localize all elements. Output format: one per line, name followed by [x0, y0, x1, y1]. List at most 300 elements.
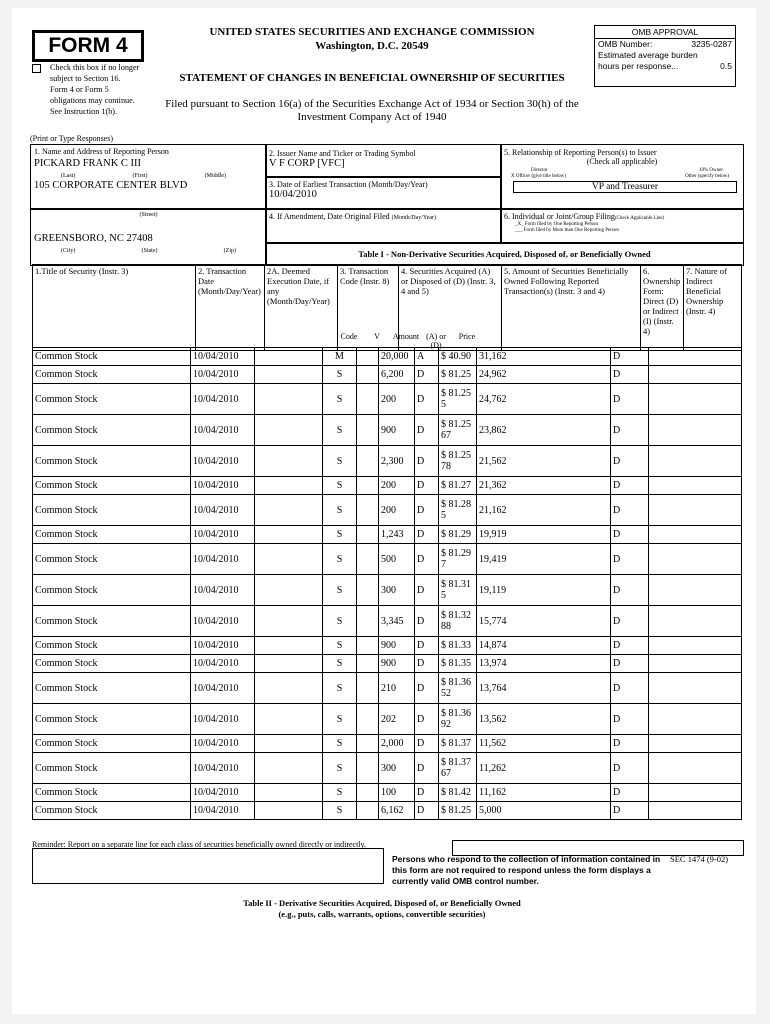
cell-title: Common Stock: [33, 446, 191, 477]
cell-price: $ 81.3652: [439, 673, 477, 704]
cell-ad: D: [415, 784, 439, 802]
cell-ad: D: [415, 637, 439, 655]
cell-nature: [649, 366, 742, 384]
cell-amount: 202: [379, 704, 415, 735]
cell-v: [357, 655, 379, 673]
agency-location: Washington, D.C. 20549: [315, 40, 429, 52]
cell-title: Common Stock: [33, 735, 191, 753]
cell-amount: 6,162: [379, 802, 415, 820]
cell-ad: D: [415, 673, 439, 704]
cell-title: Common Stock: [33, 415, 191, 446]
cell-v: [357, 704, 379, 735]
cell-price: $ 81.315: [439, 575, 477, 606]
table-row: [33, 526, 742, 544]
cell-code: S: [323, 575, 357, 606]
h-securities: 4. Securities Acquired (A) or Disposed of (D) (Instr. 3, 4 and 5): [399, 265, 502, 351]
cell-form: D: [611, 526, 649, 544]
cell-date: 10/04/2010: [191, 446, 255, 477]
cell-owned: 21,162: [477, 495, 611, 526]
sub-code-label: Code: [340, 332, 358, 341]
cell-form: D: [611, 735, 649, 753]
cell-ad: D: [415, 802, 439, 820]
cell-nature: [649, 415, 742, 446]
cell-title: Common Stock: [33, 526, 191, 544]
cell-owned: 21,562: [477, 446, 611, 477]
cell-price: $ 81.25: [439, 802, 477, 820]
earliest-date-box: [265, 176, 502, 210]
table-row: [33, 446, 742, 477]
officer-mark: X: [511, 174, 515, 179]
cell-form: D: [611, 606, 649, 637]
cell-nature: [649, 735, 742, 753]
agency-name: UNITED STATES SECURITIES AND EXCHANGE COMMISSION: [209, 26, 535, 38]
cell-price: $ 40.90: [439, 348, 477, 366]
cell-v: [357, 384, 379, 415]
cell-code: S: [323, 655, 357, 673]
cell-code: S: [323, 544, 357, 575]
table-row: [33, 477, 742, 495]
cell-deemed: [255, 384, 323, 415]
cell-date: 10/04/2010: [191, 753, 255, 784]
cell-ad: D: [415, 526, 439, 544]
cell-code: M: [323, 348, 357, 366]
table-row: [33, 673, 742, 704]
street-label: (Street): [139, 212, 158, 218]
table1: [32, 347, 742, 820]
cell-deemed: [255, 802, 323, 820]
cell-amount: 500: [379, 544, 415, 575]
table1-body: [33, 348, 742, 820]
cell-date: 10/04/2010: [191, 526, 255, 544]
cell-code: S: [323, 673, 357, 704]
cell-title: Common Stock: [33, 366, 191, 384]
cell-amount: 2,000: [379, 735, 415, 753]
cell-deemed: [255, 784, 323, 802]
cell-title: Common Stock: [33, 637, 191, 655]
cell-deemed: [255, 673, 323, 704]
first-label: (First): [132, 173, 148, 179]
cell-price: $ 81.42: [439, 784, 477, 802]
cell-date: 10/04/2010: [191, 544, 255, 575]
persons-respond: Persons who respond to the collection of information contained in this form are not required to respond unless the form displays a currently valid OMB control number.: [392, 854, 661, 886]
cell-deemed: [255, 477, 323, 495]
cell-title: Common Stock: [33, 575, 191, 606]
sec-number: SEC 1474 (9-02): [670, 854, 729, 864]
cell-title: Common Stock: [33, 384, 191, 415]
cell-v: [357, 348, 379, 366]
cell-deemed: [255, 735, 323, 753]
h-deemed: 2A. Deemed Execution Date, if any (Month/Day/Year): [265, 265, 338, 351]
cell-deemed: [255, 606, 323, 637]
cell-amount: 3,345: [379, 606, 415, 637]
amendment-sub: (Month/Day/Year): [391, 215, 437, 221]
cell-price: $ 81.3692: [439, 704, 477, 735]
cell-price: $ 81.285: [439, 495, 477, 526]
cell-form: D: [611, 673, 649, 704]
cell-v: [357, 784, 379, 802]
director-option: Director: [531, 168, 548, 173]
table-row: [33, 384, 742, 415]
cell-code: S: [323, 606, 357, 637]
cell-price: $ 81.255: [439, 384, 477, 415]
cell-price: $ 81.2567: [439, 415, 477, 446]
cell-code: S: [323, 477, 357, 495]
cell-amount: 20,000: [379, 348, 415, 366]
cell-v: [357, 366, 379, 384]
cell-ad: D: [415, 384, 439, 415]
cell-amount: 900: [379, 637, 415, 655]
cell-nature: [649, 446, 742, 477]
zip-label: (Zip): [223, 248, 236, 254]
cell-deemed: [255, 575, 323, 606]
cell-nature: [649, 544, 742, 575]
cell-deemed: [255, 544, 323, 575]
street-address: 105 CORPORATE CENTER BLVD: [34, 180, 188, 191]
table2-title: Table II - Derivative Securities Acquired, Disposed of, or Beneficially Owned: [243, 898, 521, 908]
cell-title: Common Stock: [33, 544, 191, 575]
cell-ad: D: [415, 575, 439, 606]
cell-date: 10/04/2010: [191, 415, 255, 446]
more-person-option: Form filed by More than One Reporting Person: [523, 228, 619, 233]
cell-v: [357, 526, 379, 544]
cell-form: D: [611, 704, 649, 735]
cell-owned: 14,874: [477, 637, 611, 655]
cell-amount: 210: [379, 673, 415, 704]
cell-date: 10/04/2010: [191, 575, 255, 606]
table-row: [33, 415, 742, 446]
cell-code: S: [323, 735, 357, 753]
cell-amount: 1,243: [379, 526, 415, 544]
cell-date: 10/04/2010: [191, 802, 255, 820]
cell-title: Common Stock: [33, 753, 191, 784]
omb-number-label: OMB Number:: [598, 39, 653, 49]
cell-form: D: [611, 348, 649, 366]
cell-amount: 200: [379, 477, 415, 495]
filing-label: 6. Individual or Joint/Group Filing: [504, 212, 615, 221]
table-row: [33, 784, 742, 802]
cell-amount: 100: [379, 784, 415, 802]
print-or-type: (Print or Type Responses): [30, 134, 114, 143]
cell-form: D: [611, 753, 649, 784]
check-all: (Check all applicable): [586, 157, 658, 166]
cell-code: S: [323, 415, 357, 446]
reporting-person-name: PICKARD FRANK C III: [34, 158, 142, 169]
cell-v: [357, 802, 379, 820]
last-label: (Last): [61, 173, 76, 179]
sub-amount-label: Amount: [392, 332, 420, 341]
cell-ad: D: [415, 477, 439, 495]
cell-deemed: [255, 655, 323, 673]
table2-subtitle: (e.g., puts, calls, warrants, options, convertible securities): [278, 909, 486, 919]
cell-nature: [649, 495, 742, 526]
table-row: [33, 575, 742, 606]
cell-title: Common Stock: [33, 655, 191, 673]
omb-approval-box: [594, 25, 736, 87]
cell-deemed: [255, 704, 323, 735]
cell-ad: D: [415, 655, 439, 673]
form-title: FORM 4: [32, 30, 144, 62]
cell-owned: 11,562: [477, 735, 611, 753]
cell-form: D: [611, 655, 649, 673]
cell-amount: 200: [379, 495, 415, 526]
cell-form: D: [611, 415, 649, 446]
table-row: [33, 704, 742, 735]
reminder-text: Reminder: Report on a separate line for each class of securities beneficially owned directly or indirectly.: [32, 840, 367, 849]
sub-ad-label: (A) or (D): [426, 332, 446, 350]
middle-label: (Middle): [204, 173, 226, 179]
cell-v: [357, 477, 379, 495]
cell-v: [357, 575, 379, 606]
table-row: [33, 802, 742, 820]
cell-v: [357, 637, 379, 655]
cell-date: 10/04/2010: [191, 673, 255, 704]
cell-owned: 13,562: [477, 704, 611, 735]
cell-ad: D: [415, 544, 439, 575]
cell-deemed: [255, 637, 323, 655]
cell-form: D: [611, 802, 649, 820]
sub-v-label: V: [374, 332, 380, 341]
omb-title: OMB APPROVAL: [595, 26, 735, 39]
cell-v: [357, 753, 379, 784]
cell-form: D: [611, 477, 649, 495]
cell-date: 10/04/2010: [191, 366, 255, 384]
cell-nature: [649, 673, 742, 704]
cell-nature: [649, 575, 742, 606]
cell-form: D: [611, 575, 649, 606]
cell-v: [357, 446, 379, 477]
cell-owned: 23,862: [477, 415, 611, 446]
h-nature: 7. Nature of Indirect Beneficial Ownership (Instr. 4): [684, 265, 742, 351]
cell-amount: 2,300: [379, 446, 415, 477]
one-person-option: Form filed by One Reporting Person: [524, 222, 599, 227]
cell-date: 10/04/2010: [191, 384, 255, 415]
cell-owned: 5,000: [477, 802, 611, 820]
cell-owned: 11,262: [477, 753, 611, 784]
cell-amount: 900: [379, 415, 415, 446]
cell-price: $ 81.3767: [439, 753, 477, 784]
cell-price: $ 81.29: [439, 526, 477, 544]
cell-price: $ 81.27: [439, 477, 477, 495]
cell-price: $ 81.35: [439, 655, 477, 673]
cell-owned: 31,162: [477, 348, 611, 366]
h-ownership-form: 6. Ownership Form: Direct (D) or Indirect (I) (Instr. 4): [641, 265, 684, 351]
cell-nature: [649, 477, 742, 495]
cell-deemed: [255, 415, 323, 446]
cell-code: S: [323, 802, 357, 820]
table-row: [33, 544, 742, 575]
h-date: 2. Transaction Date (Month/Day/Year): [196, 265, 265, 351]
earliest-date: 10/04/2010: [269, 189, 317, 200]
h-amount-owned: 5. Amount of Securities Beneficially Owned Following Reported Transaction(s) (Instr. 3 and 4): [502, 265, 641, 351]
cell-code: S: [323, 784, 357, 802]
cell-title: Common Stock: [33, 784, 191, 802]
cell-code: S: [323, 384, 357, 415]
filing-box: [500, 208, 744, 244]
issuer-label: 2. Issuer Name and Ticker or Trading Symbol: [269, 149, 416, 158]
cell-ad: D: [415, 366, 439, 384]
cell-ad: D: [415, 606, 439, 637]
cell-price: $ 81.33: [439, 637, 477, 655]
cell-ad: D: [415, 495, 439, 526]
cell-nature: [649, 526, 742, 544]
cell-nature: [649, 655, 742, 673]
cell-date: 10/04/2010: [191, 637, 255, 655]
cell-nature: [649, 606, 742, 637]
amendment-label: 4. If Amendment, Date Original Filed: [269, 212, 390, 221]
cell-ad: D: [415, 415, 439, 446]
sub-price-label: Price: [458, 332, 476, 341]
cell-code: S: [323, 446, 357, 477]
reminder-box-left: [32, 848, 384, 884]
cell-nature: [649, 348, 742, 366]
cell-deemed: [255, 753, 323, 784]
table-row: [33, 637, 742, 655]
cell-amount: 900: [379, 655, 415, 673]
cell-owned: 13,974: [477, 655, 611, 673]
filed-pursuant: Filed pursuant to Section 16(a) of the Securities Exchange Act of 1934 or Section 30(h) of the Investment Company Act of 1940: [165, 98, 579, 123]
cell-code: S: [323, 753, 357, 784]
cell-ad: D: [415, 704, 439, 735]
omb-number: 3235-0287: [691, 39, 732, 49]
cell-nature: [649, 704, 742, 735]
cell-code: S: [323, 366, 357, 384]
cell-date: 10/04/2010: [191, 495, 255, 526]
table-row: [33, 753, 742, 784]
h-title: 1.Title of Security (Instr. 3): [33, 265, 196, 351]
table1-title: Table I - Non-Derivative Securities Acquired, Disposed of, or Beneficially Owned: [265, 242, 744, 266]
cell-code: S: [323, 637, 357, 655]
cell-nature: [649, 802, 742, 820]
cell-title: Common Stock: [33, 704, 191, 735]
h-code: 3. Transaction Code (Instr. 8): [338, 265, 399, 351]
checkbox-label: Check this box if no longer subject to Section 16. Form 4 or Form 5 obligations may continue. See Instruction 1(b).: [50, 63, 140, 116]
address-box: [30, 208, 267, 266]
cell-owned: 15,774: [477, 606, 611, 637]
cell-title: Common Stock: [33, 477, 191, 495]
cell-deemed: [255, 348, 323, 366]
date-label: 3. Date of Earliest Transaction (Month/Day/Year): [269, 180, 428, 189]
cell-owned: 13,764: [477, 673, 611, 704]
cell-amount: 300: [379, 753, 415, 784]
table-row: [33, 348, 742, 366]
city-state-zip: GREENSBORO, NC 27408: [34, 233, 153, 244]
cell-nature: [649, 753, 742, 784]
ten-pct-option: 10% Owner: [698, 168, 723, 173]
issuer-box: [265, 144, 502, 178]
cell-price: $ 81.37: [439, 735, 477, 753]
cell-title: Common Stock: [33, 348, 191, 366]
name-label: 1. Name and Address of Reporting Person: [34, 147, 169, 156]
cell-deemed: [255, 446, 323, 477]
state-label: (State): [141, 248, 158, 254]
cell-v: [357, 415, 379, 446]
filing-check-line: (Check Applicable Line): [614, 216, 665, 221]
relationship-box: [500, 144, 744, 210]
cell-price: $ 81.3288: [439, 606, 477, 637]
officer-title: VP and Treasurer: [513, 181, 737, 193]
cell-title: Common Stock: [33, 606, 191, 637]
cell-form: D: [611, 384, 649, 415]
cell-form: D: [611, 544, 649, 575]
cell-v: [357, 606, 379, 637]
cell-nature: [649, 384, 742, 415]
cell-owned: 24,962: [477, 366, 611, 384]
cell-nature: [649, 637, 742, 655]
cell-owned: 21,362: [477, 477, 611, 495]
table-row: [33, 495, 742, 526]
cell-code: S: [323, 704, 357, 735]
cell-v: [357, 673, 379, 704]
cell-deemed: [255, 495, 323, 526]
cell-v: [357, 544, 379, 575]
cell-form: D: [611, 784, 649, 802]
cell-owned: 19,419: [477, 544, 611, 575]
cell-date: 10/04/2010: [191, 348, 255, 366]
table1-subheader-labels: [332, 332, 512, 350]
cell-owned: 19,919: [477, 526, 611, 544]
cell-date: 10/04/2010: [191, 477, 255, 495]
cell-form: D: [611, 366, 649, 384]
cell-ad: D: [415, 735, 439, 753]
amendment-box: [265, 208, 502, 244]
cell-ad: A: [415, 348, 439, 366]
cell-date: 10/04/2010: [191, 655, 255, 673]
omb-hours: 0.5: [720, 61, 732, 71]
table-row: [33, 366, 742, 384]
issuer-name: V F CORP [VFC]: [269, 158, 345, 169]
cell-ad: D: [415, 753, 439, 784]
table-row: [33, 655, 742, 673]
cell-date: 10/04/2010: [191, 735, 255, 753]
cell-deemed: [255, 366, 323, 384]
cell-form: D: [611, 495, 649, 526]
cell-code: S: [323, 495, 357, 526]
cell-date: 10/04/2010: [191, 704, 255, 735]
cell-owned: 24,762: [477, 384, 611, 415]
cell-date: 10/04/2010: [191, 784, 255, 802]
cell-v: [357, 735, 379, 753]
other-option: Other (specify below): [685, 174, 729, 179]
cell-price: $ 81.297: [439, 544, 477, 575]
cell-owned: 11,162: [477, 784, 611, 802]
cell-title: Common Stock: [33, 802, 191, 820]
cell-v: [357, 495, 379, 526]
relationship-label: 5. Relationship of Reporting Person(s) to Issuer: [504, 148, 657, 157]
cell-title: Common Stock: [33, 495, 191, 526]
cell-form: D: [611, 637, 649, 655]
table-row: [33, 606, 742, 637]
cell-nature: [649, 784, 742, 802]
cell-amount: 6,200: [379, 366, 415, 384]
omb-hours-label: hours per response...: [598, 61, 679, 71]
cell-form: D: [611, 446, 649, 477]
cell-price: $ 81.25: [439, 366, 477, 384]
omb-burden-label: Estimated average burden: [598, 50, 698, 60]
reporting-person-box: [30, 144, 267, 210]
cell-title: Common Stock: [33, 673, 191, 704]
more-person-mark: ___: [515, 228, 523, 233]
cell-ad: D: [415, 446, 439, 477]
no-longer-subject-checkbox[interactable]: [32, 64, 41, 73]
cell-amount: 300: [379, 575, 415, 606]
table-row: [33, 735, 742, 753]
cell-date: 10/04/2010: [191, 606, 255, 637]
form-page: [12, 8, 756, 1014]
cell-amount: 200: [379, 384, 415, 415]
city-label: (City): [61, 248, 76, 254]
statement-title: STATEMENT OF CHANGES IN BENEFICIAL OWNERSHIP OF SECURITIES: [179, 72, 565, 84]
cell-code: S: [323, 526, 357, 544]
